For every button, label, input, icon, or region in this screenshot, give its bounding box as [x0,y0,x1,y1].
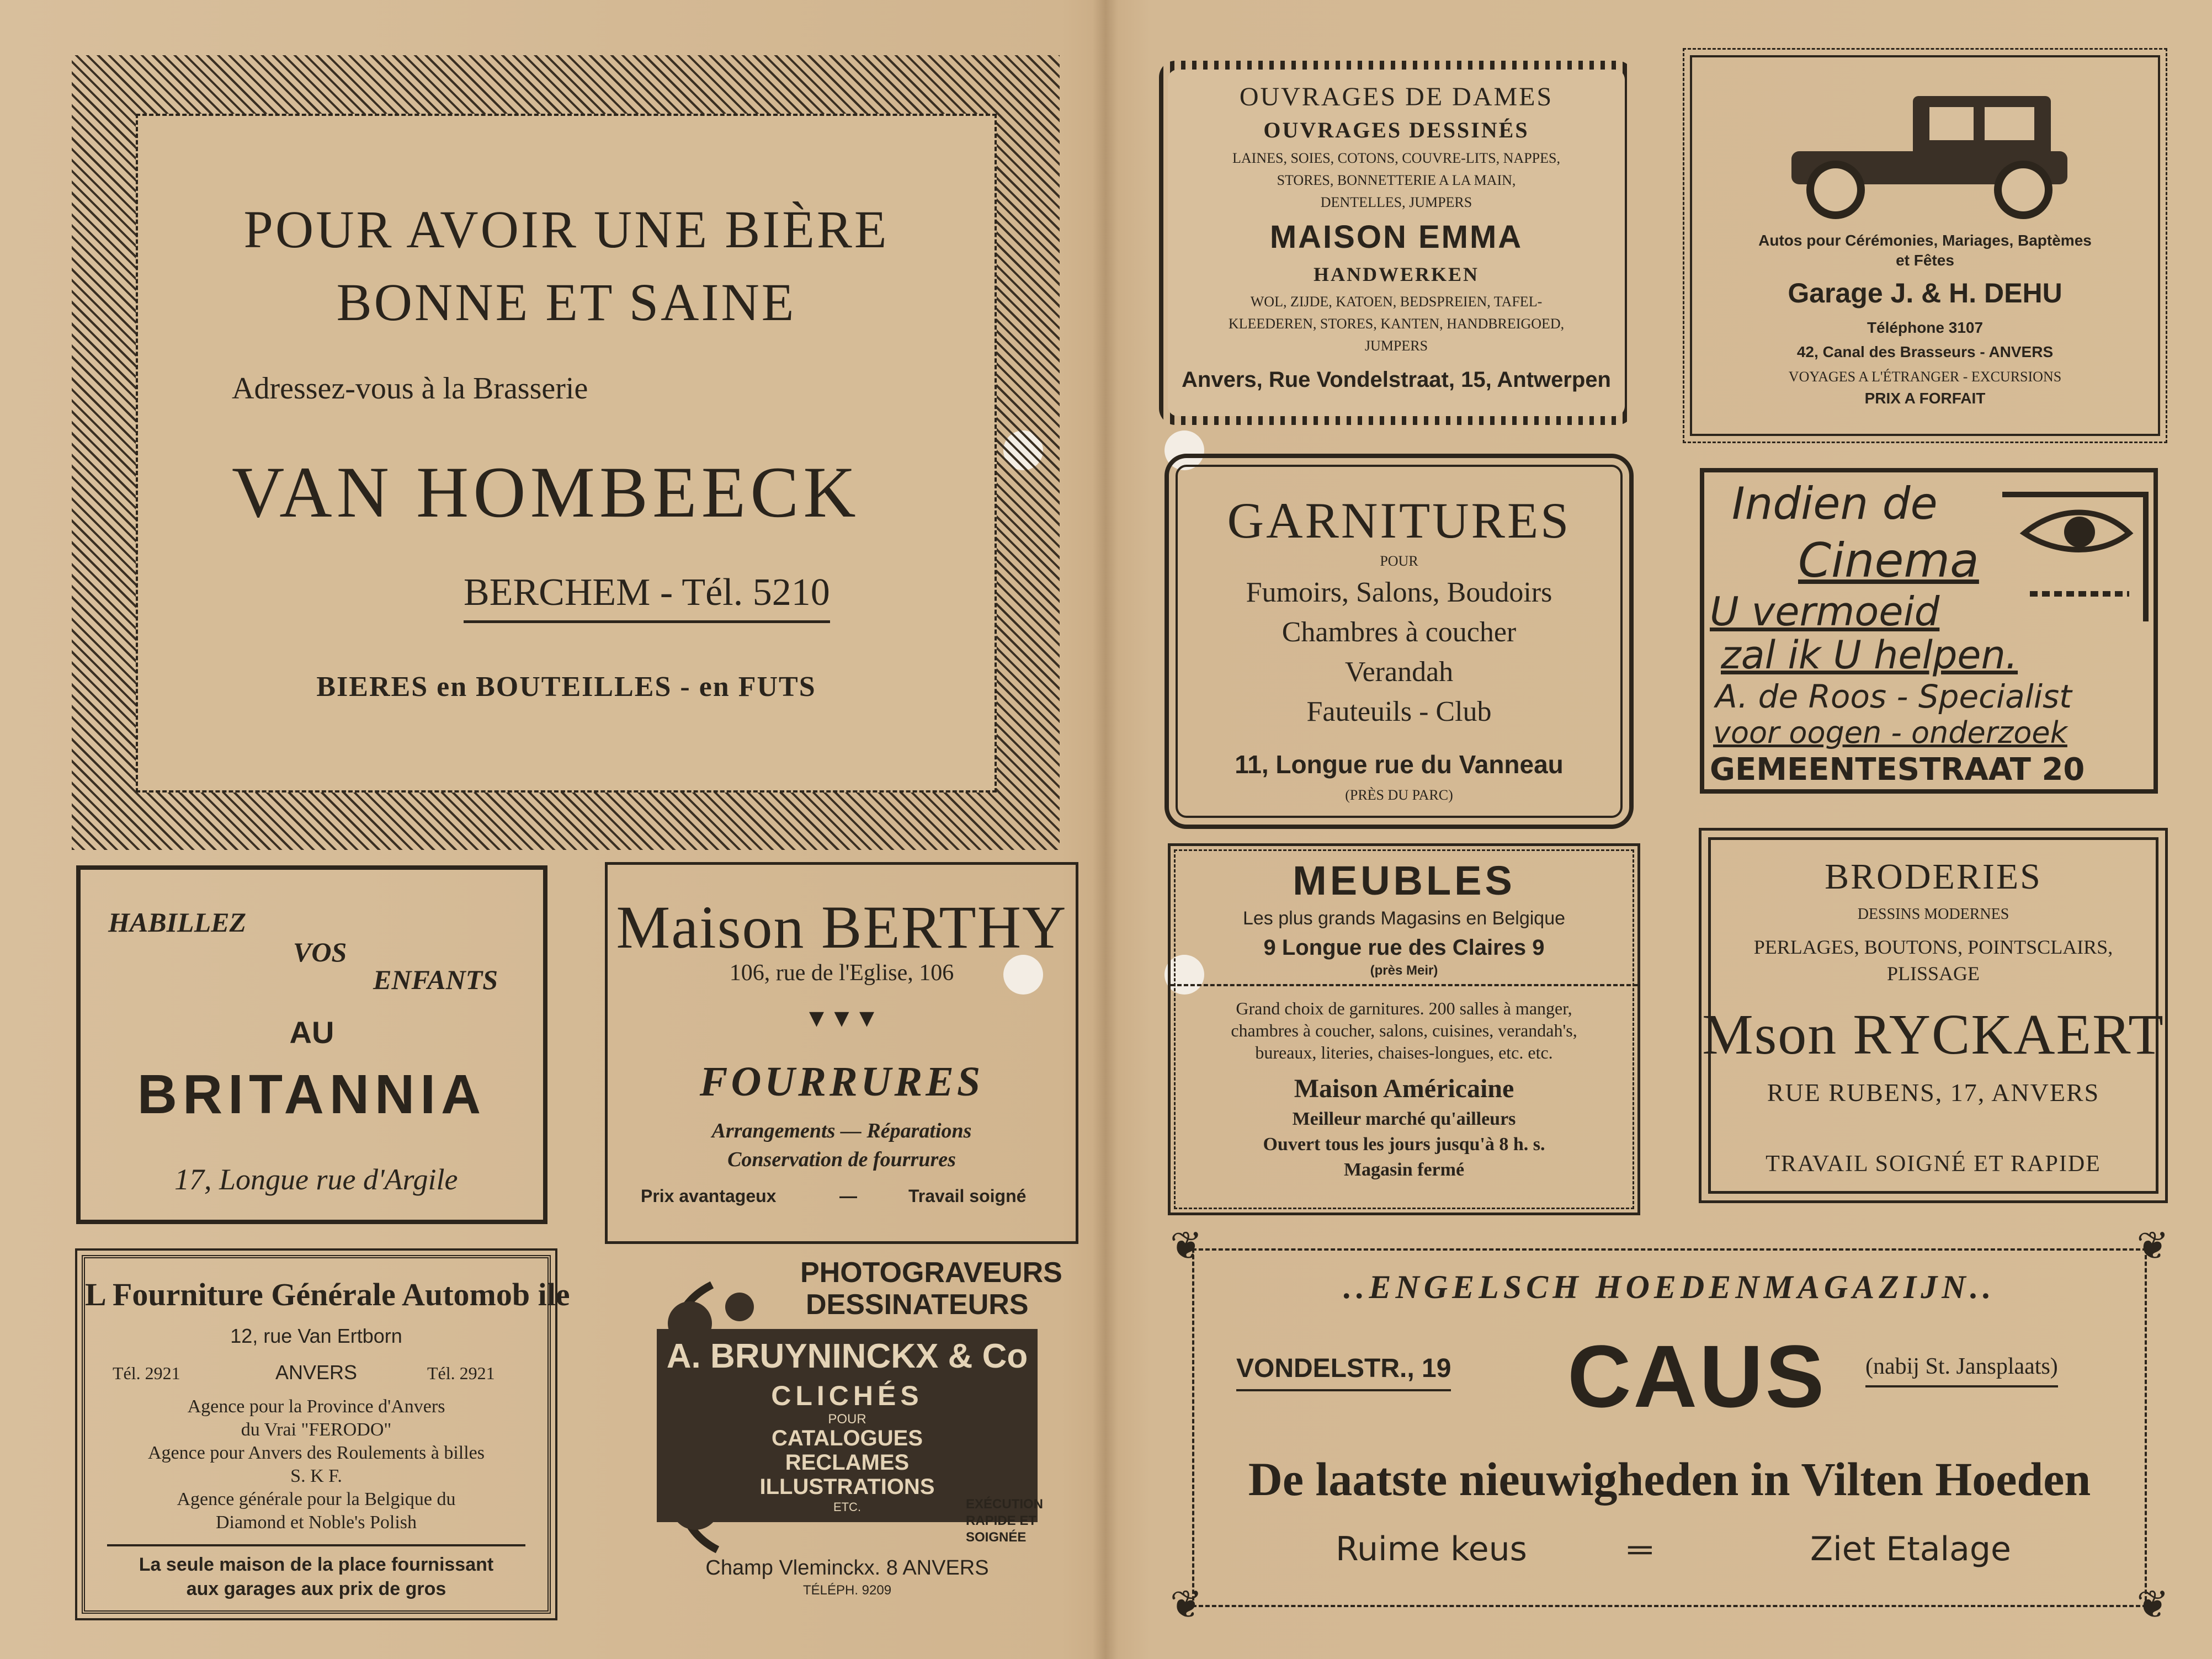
ad-maison-emma [1159,61,1634,425]
brasserie-products: BIERES en BOUTEILLES - en FUTS [316,671,816,703]
caus-name: CAUS [1567,1327,1827,1426]
ad-berthy [605,862,1078,1244]
meubles-divider [1171,984,1637,986]
britannia-l3: ENFANTS [373,964,498,995]
britannia-name: BRITANNIA [137,1064,487,1125]
ad-britannia [76,865,547,1224]
garnitures-l2: Chambres à coucher [1282,616,1517,648]
ad-fourniture [82,1255,570,1614]
emma-address: Anvers, Rue Vondelstraat, 15, Antwerpen [1182,368,1611,392]
berthy-l1: Arrangements — Réparations [711,1119,972,1142]
ryckaert-address: RUE RUBENS, 17, ANVERS [1767,1078,2100,1107]
deroos-l5: A. de Roos - Specialist [1715,678,2072,715]
garnitures-title: GARNITURES [1227,492,1571,549]
brasserie-line1: POUR AVOIR UNE BIÈRE [243,200,889,259]
fourniture-l3: Agence pour Anvers des Roulements à billes [148,1443,485,1463]
berthy-name: Maison BERTHY [616,894,1067,961]
emma-name: MAISON EMMA [1269,219,1523,255]
emma-l3: LAINES, SOIES, COTONS, COUVRE-LITS, NAPPES, [1232,150,1560,166]
fourniture-l1: Agence pour la Province d'Anvers [187,1396,445,1417]
ad-garnitures [1165,454,1634,829]
deroos-l3: U vermoeid [1710,588,1940,635]
deroos-l2: Cinema [1798,533,1979,588]
berthy-title: FOURRURES [699,1059,984,1105]
britannia-address: 17, Longue rue d'Argile [174,1163,458,1196]
bruyninckx-cliches: CLICHÉS [771,1380,923,1411]
fourniture-b1: La seule maison de la place fournissant [139,1554,494,1575]
deroos-l6: voor oogen - onderzoek [1713,715,2067,750]
bruyninckx-e3: SOIGNÉE [966,1530,1027,1545]
dehu-l2: et Fêtes [1896,252,1954,269]
bruyninckx-address: Champ Vleminckx. 8 ANVERS [705,1556,989,1580]
meubles-p3: bureaux, literies, chaises-longues, etc. etc. [1255,1043,1553,1062]
meubles-p1: Grand choix de garnitures. 200 salles à manger, [1236,998,1572,1018]
dehu-tel: Téléphone 3107 [1867,319,1984,336]
meubles-l3: (près Meir) [1370,963,1438,978]
britannia-l2: VOS [293,937,347,967]
meubles-m2: Ouvert tous les jours jusqu'à 8 h. s. [1263,1134,1545,1155]
meubles-title: MEUBLES [1293,858,1516,903]
dehu-name: Garage J. & H. DEHU [1788,278,2062,309]
emma-n2: KLEEDEREN, STORES, KANTEN, HANDBREIGOED, [1228,316,1565,332]
bruyninckx-c3: ILLUSTRATIONS [759,1475,935,1499]
ad-caus [1165,1221,2174,1627]
dehu-address: 42, Canal des Brasseurs - ANVERS [1796,343,2054,360]
fourniture-city: ANVERS [275,1361,358,1384]
caus-title: ..ENGELSCH HOEDENMAGAZIJN.. [1343,1269,1996,1305]
emma-nl: HANDWERKEN [1313,263,1480,285]
eye-icon [1991,483,2157,627]
corner-ornament-icon: ❦ [1170,1582,1203,1627]
bruyninckx-tel: TÉLÉPH. 9209 [802,1583,892,1598]
bruyninckx-h1: PHOTOGRAVEURS [800,1257,1062,1289]
ryckaert-footer: TRAVAIL SOIGNÉ ET RAPIDE [1766,1151,2101,1177]
caus-sep: ═ [1628,1530,1652,1567]
ad-garage-dehu [1690,55,2160,436]
caus-right: (nabij St. Jansplaats) [1865,1353,2058,1387]
garnitures-l4: Fauteuils - Club [1306,696,1492,727]
ryckaert-l1: DESSINS MODERNES [1857,906,2009,923]
dehu-l3: VOYAGES A L'ÉTRANGER - EXCURSIONS [1788,369,2062,385]
berthy-l2: Conservation de fourrures [727,1148,956,1171]
ryckaert-l3: PLISSAGE [1886,963,1980,985]
bruyninckx-name: A. BRUYNINCKX & Co [666,1337,1028,1375]
fourniture-l5: Agence générale pour la Belgique du [177,1489,456,1509]
deroos-l7: GEMEENTESTRAAT 20 [1710,752,2085,788]
ryckaert-l2: PERLAGES, BOUTONS, POINTSCLAIRS, [1753,936,2113,958]
fourniture-tel-left: Tél. 2921 [113,1363,180,1383]
meubles-p2: chambres à coucher, salons, cuisines, verandah's, [1231,1020,1577,1040]
deroos-l4: zal ik U helpen. [1721,632,2018,678]
meubles-l1: Les plus grands Magasins en Belgique [1242,908,1566,929]
caus-b2: Ziet Etalage [1810,1530,2011,1568]
ad-maison-emma-inner [1168,70,1625,416]
fourniture-divider [107,1544,525,1546]
bruyninckx-e2: RAPIDE ET [966,1513,1037,1528]
garnitures-l1: Fumoirs, Salons, Boudoirs [1246,577,1552,608]
dehu-l4: PRIX A FORFAIT [1864,390,1986,407]
meubles-m1: Meilleur marché qu'ailleurs [1292,1109,1516,1129]
fourniture-l4: S. K F. [290,1466,342,1486]
bruyninckx-banner [657,1329,1038,1522]
bruyninckx-pour: POUR [828,1412,866,1427]
ryckaert-title: BRODERIES [1825,857,2042,897]
fourniture-tel-right: Tél. 2921 [427,1363,495,1383]
corner-ornament-icon: ❦ [2136,1223,2169,1268]
garnitures-near: (PRÈS DU PARC) [1345,787,1453,803]
fourniture-title: L Fourniture Générale Automob ile [85,1277,570,1312]
emma-n1: WOL, ZIJDE, KATOEN, BEDSPREIEN, TAFEL- [1250,294,1543,310]
deroos-l1: Indien de [1732,478,1938,529]
ad-meubles [1168,843,1640,1215]
bruyninckx-h2: DESSINATEURS [806,1289,1029,1321]
emma-n3: JUMPERS [1364,338,1428,354]
emma-l2: OUVRAGES DESSINÉS [1263,118,1529,142]
fourniture-b2: aux garages aux prix de gros [186,1578,446,1599]
emma-l4: STORES, BONNETTERIE A LA MAIN, [1277,172,1516,188]
ad-ryckaert [1699,828,2168,1203]
bruyninckx-c1: CATALOGUES [771,1426,923,1450]
garnitures-l3: Verandah [1344,656,1454,688]
brasserie-place: BERCHEM - Tél. 5210 [464,571,830,623]
fourniture-l2: du Vrai "FERODO" [241,1419,392,1440]
berthy-right: Travail soigné [908,1186,1027,1206]
brasserie-line3: Adressez-vous à la Brasserie [232,371,588,406]
meubles-l2: 9 Longue rue des Claires 9 [1263,935,1545,960]
garnitures-address: 11, Longue rue du Vanneau [1235,750,1564,779]
ad-de-roos [1700,468,2158,794]
britannia-l4: AU [289,1015,334,1050]
caus-left: VONDELSTR., 19 [1236,1353,1451,1391]
corner-ornament-icon: ❦ [2136,1582,2169,1627]
corner-ornament-icon: ❦ [1170,1223,1203,1268]
car-icon [1769,85,2089,223]
caus-b1: Ruime keus [1336,1530,1527,1568]
fourniture-l6: Diamond et Noble's Polish [215,1512,417,1533]
bruyninckx-etc: ETC. [833,1500,862,1514]
bruyninckx-e1: EXÉCUTION [966,1497,1044,1512]
brasserie-line2: BONNE ET SAINE [336,273,796,332]
fourniture-street: 12, rue Van Ertborn [230,1325,402,1347]
ad-van-hombeeck-inner [136,114,997,793]
berthy-logo: ▼▼▼ [804,1003,880,1032]
meubles-name: Maison Américaine [1294,1074,1514,1103]
emma-l1: OUVRAGES DE DAMES [1239,82,1554,111]
ad-van-hombeeck [72,55,1060,850]
center-fold [1093,0,1118,1659]
ryckaert-name: Mson RYCKAERT [1702,1003,2165,1066]
emma-l5: DENTELLES, JUMPERS [1320,194,1472,210]
garnitures-pour: POUR [1380,553,1418,569]
caus-slogan: De laatste nieuwigheden in Vilten Hoeden [1248,1453,2091,1506]
berthy-left: Prix avantageux [641,1186,777,1206]
berthy-dash: — [839,1186,857,1206]
britannia-l1: HABILLEZ [108,907,247,938]
ad-bruyninckx [646,1252,1062,1610]
dehu-l1: Autos pour Cérémonies, Mariages, Baptèmes [1758,232,2092,249]
meubles-m3: Magasin fermé [1343,1160,1465,1180]
bruyninckx-c2: RECLAMES [785,1450,910,1475]
berthy-address: 106, rue de l'Eglise, 106 [729,960,954,986]
brasserie-name: VAN HOMBEECK [232,451,860,533]
